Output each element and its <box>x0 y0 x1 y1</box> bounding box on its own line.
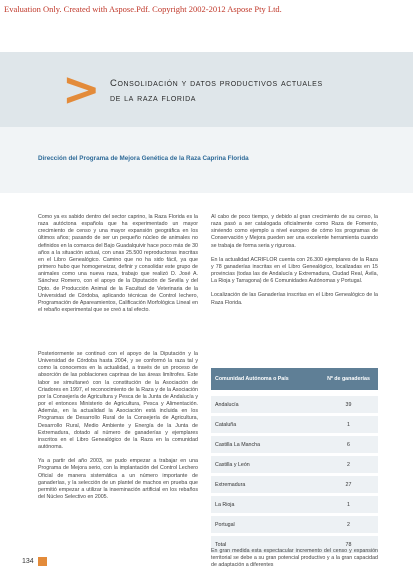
table-cell-count: 27 <box>345 481 352 488</box>
section-subtitle: Dirección del Programa de Mejora Genética de la Raza Caprina Florida <box>38 155 249 162</box>
table-header-count: Nº de ganaderías <box>327 376 370 382</box>
left-column-bottom <box>38 351 198 567</box>
table-cell-region: Portugal <box>215 521 235 528</box>
table-cell-region: Castilla La Mancha <box>215 441 261 448</box>
paragraph: Localización de las Ganaderías inscritas en el Libro Genealógico de la Raza Florida. <box>211 292 378 306</box>
table-row <box>211 476 378 493</box>
right-column-bottom <box>211 548 378 570</box>
table-row <box>211 516 378 533</box>
table-header-row <box>211 368 378 390</box>
paragraph: Como ya es sabido dentro del sector caprino, la Raza Florida es la raza autóctona española que ha experimentado un mayor crecimiento de censo y una mayor expansión geográfica en los últimos años; pasando de ser un pequeño núcleo de animales no definidos en la comarca del Bajo Guadalquivir hace poco más de 30 años a la situación actual, con unas 25.500 reproductoras inscritas en el Libro Genealógico. Camino que no ha sido fácil, ya que primero hubo que homogeneizar, definir y consolidar este grupo de animales como una nueva raza, trabajo que realizó D. José A. Sánchez Romero, con el apoyo de la Diputación de Sevilla y del Dpto. de Producción Animal de la Facultad de Veterinaria de la Universidad de Córdoba, aplicando técnicas de Control lechero, Programación de Apareamientos, Calificación Morfológica Lineal en el rebaño experimental que se creó a tal efecto. <box>38 214 198 314</box>
table-cell-count: 2 <box>347 461 350 468</box>
page-title-line-2: de la raza florida <box>110 93 197 104</box>
paragraph: Ya a partir del año 2003, se pudo empezar a trabajar en una Programa de Mejora serio, con la implantación del Control Lechero Oficial de manera sistemática a un número importante de ganaderías, y la selección de un plantel de machos en prueba que permitió empezar a utilizar la inseminación artificial en los rebaños del Núcleo Selectivo en 2005. <box>38 458 198 500</box>
table-cell-region: Total <box>215 541 227 548</box>
table-cell-region: Andalucía <box>215 401 239 408</box>
chevron-icon: > <box>62 62 101 116</box>
table-cell-region: Castilla y León <box>215 461 250 468</box>
page-marker <box>38 557 47 566</box>
paragraph: En la actualidad ACRIFLOR cuenta con 26.300 ejemplares de la Raza y 78 ganaderías inscritas en el Libro Genealógico, localizadas en 15 provincias (todas las de Andalucía y Extremadura, Ciudad Real, Ávila, La Rioja y Tarragona) de 6 Comunidades Autónomas y Portugal. <box>211 256 378 285</box>
table-cell-count: 78 <box>345 541 352 548</box>
right-column-top <box>211 214 378 362</box>
table-row <box>211 436 378 453</box>
table-cell-count: 1 <box>347 501 350 508</box>
table-row <box>211 456 378 473</box>
table-cell-count: 6 <box>347 441 350 448</box>
table-cell-count: 1 <box>347 421 350 428</box>
table-cell-count: 2 <box>347 521 350 528</box>
table-cell-region: Extremadura <box>215 481 246 488</box>
paragraph: Al cabo de poco tiempo, y debido al gran crecimiento de su censo, la raza pasó a ser catalogada oficialmente como Raza de Fomento, sirviendo como ejemplo a nivel europeo de cómo los programas de Conservación y Mejora pueden ser una excelente herramienta cuando se trabaja de forma seria y rigurosa. <box>211 214 378 249</box>
page-title-line-1: Consolidación y datos productivos actuales <box>110 78 323 89</box>
farms-by-region-table <box>211 368 378 556</box>
table-row <box>211 396 378 413</box>
table-row <box>211 496 378 513</box>
table-cell-region: La Rioja <box>215 501 235 508</box>
paragraph: En gran medida esta espectacular incremento del censo y expansión territorial se debe a su gran potencial productivo y a la gran capacidad de adaptación a diferentes <box>211 548 378 569</box>
table-row <box>211 416 378 433</box>
left-column-top <box>38 214 198 343</box>
table-cell-count: 39 <box>345 401 352 408</box>
paragraph: Posteriormente se continuó con el apoyo de la Diputación y la Universidad de Córdoba hasta 2004, y se conformó la raza tal y como la conocemos en la actualidad, a través de un proceso de absorción de las poblaciones caprinas de las áreas limítrofes. Este labor se simultaneó con la constitución de la Asociación de Criadores en 1997, el reconocimiento de la Raza y de la Asociación por la Consejería de Agricultura y Pesca de la Junta de Andalucía y por el entonces Ministerio de Agricultura, Pesca y Alimentación. Además, en la actualidad la Asociación está incluida en los Programas de Desarrollo Rural de la Consejería de Agricultura, Desarrollo Rural, Medio Ambiente y Energía de la Junta de Extremadura, dotado al número de ganaderías y ejemplares inscritos en el Libro Genealógico de la Raza en la comunidad autónoma. <box>38 351 198 451</box>
page-number: 134 <box>22 558 34 565</box>
table-header-region: Comunidad Autónoma o País <box>215 376 289 382</box>
table-cell-region: Cataluña <box>215 421 237 428</box>
watermark-text: Evaluation Only. Created with Aspose.Pdf. Copyright 2002-2012 Aspose Pty Ltd. <box>4 4 282 14</box>
